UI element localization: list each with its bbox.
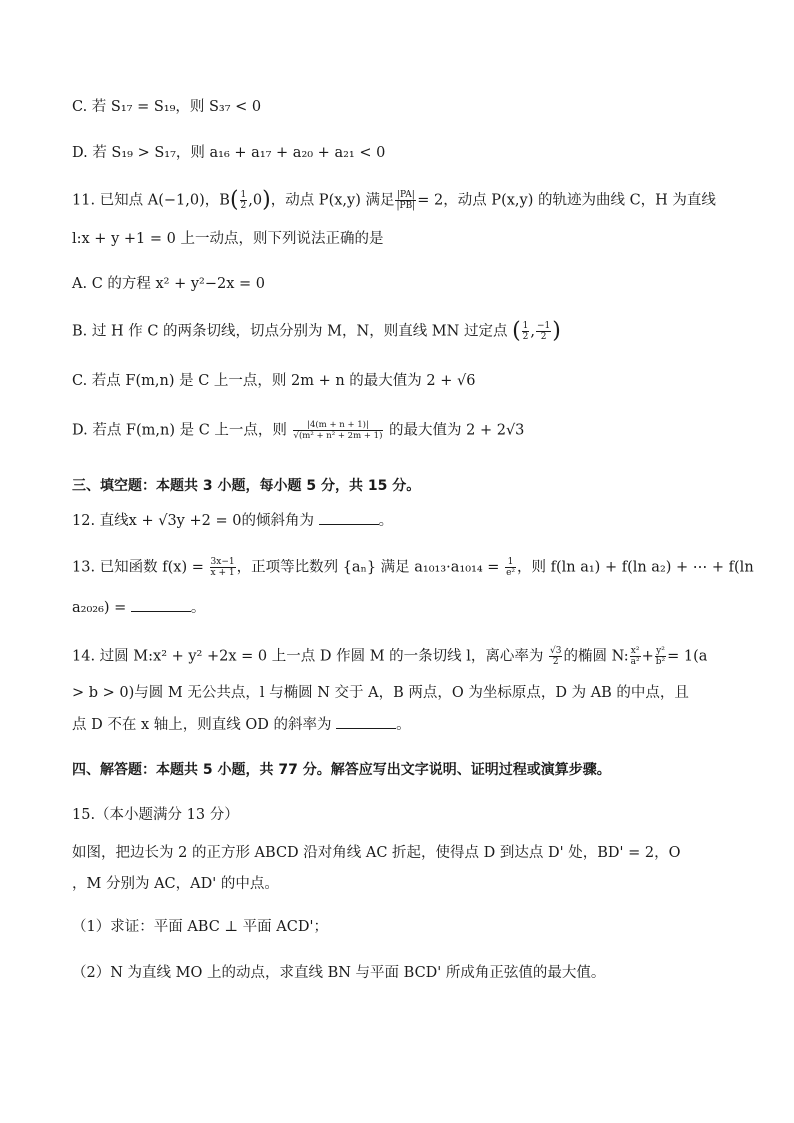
q13-post: ，则 f(ln a₁) + f(ln a₂) + ⋯ + f(ln [517,559,754,576]
q14-line2 [72,683,689,703]
q12-end: 。 [378,513,394,529]
q11-b-tail: ,0 [248,192,263,209]
q13-e-fraction [505,557,516,578]
q11-option-c-text: C. 若点 F(m,n) 是 C 上一点，则 2m + n 的最大值为 2 + √6 [72,373,476,389]
q13-line2-text: a₂₀₂₆) = [72,600,127,616]
paren-open: ( [229,187,239,213]
q11-option-d-post: 的最大值为 2 + 2√3 [389,422,525,439]
q11-option-c [72,371,475,391]
q15-part2 [72,963,605,983]
frac-num: |4(m + n + 1)| [293,420,384,431]
q13-mid: ，正项等比数列 {aₙ} 满足 a₁₀₁₃·a₁₀₁₄ = [236,559,500,576]
q11-stem-a: 11. 已知点 A(−1,0)，B [72,192,230,209]
q10-option-c [72,97,261,117]
q13-f-fraction [210,557,236,578]
section-4-heading-text: 四、解答题：本题共 5 小题，共 77 分。解答应写出文字说明、证明过程或演算步骤。 [72,762,611,778]
q15-line1 [72,843,680,863]
section-3-heading [72,476,420,496]
q14 [72,646,707,667]
q14-y-fraction [655,646,666,667]
q11-option-a-text: A. C 的方程 x² + y²−2x = 0 [72,276,266,292]
q14-mid: 的椭圆 N: [563,648,629,665]
q11-b-fraction-1 [522,321,530,342]
q11-stem [72,187,716,213]
frac-num: √3 [550,646,562,656]
q15-part1 [72,917,328,937]
frac-num: |PA| [396,190,415,200]
section-3-heading-text: 三、填空题：本题共 3 小题，每小题 5 分，共 15 分。 [72,478,421,494]
q11-option-a [72,274,265,294]
frac-num: 3x−1 [210,557,235,567]
q13-line2 [72,597,205,618]
answer-blank [131,597,191,612]
frac-num: 1 [522,321,529,331]
q15-part1-text: （1）求证：平面 ABC ⊥ 平面 ACD'； [72,919,328,935]
q11-option-d [72,420,524,441]
paren-open: ( [512,318,521,344]
q11-option-b-text: B. 过 H 作 C 的两条切线，切点分别为 M，N，则直线 MN 过定点 [72,323,508,340]
frac-num: x² [630,646,640,656]
q14-e-fraction [549,646,562,667]
frac-den: 2 [552,657,559,667]
section-4-heading [72,760,611,780]
q11-stem-c: = 2，动点 P(x,y) 的轨迹为曲线 C，H 为直线 [417,192,716,209]
q15-line2-text: ，M 分别为 AC，AD' 的中点。 [72,876,279,892]
frac-den: √(m² + n² + 2m + 1) [293,431,383,441]
frac-den: e² [506,568,515,578]
q15-line1-text: 如图，把边长为 2 的正方形 ABCD 沿对角线 AC 折起，使得点 D 到达点 D' 处，BD' = 2，O [72,845,681,861]
q10-option-d-text: D. 若 S₁₉ > S₁₇，则 a₁₆ + a₁₇ + a₂₀ + a₂₁ < 0 [72,145,386,161]
q12 [72,510,393,531]
q15-part2-text: （2）N 为直线 MO 上的动点，求直线 BN 与平面 BCD' 所成角正弦值的最大值。 [72,965,606,981]
comma: , [530,323,535,340]
q12-text: 12. 直线x + √3y +2 = 0的倾斜角为 [72,513,314,529]
q11-stem-b: ，动点 P(x,y) 满足 [270,192,395,209]
q14-line2-text: > b > 0)与圆 M 无公共点，l 与椭圆 N 交于 A，B 两点，O 为坐标原点，D 为 AB 的中点，且 [72,685,689,701]
frac-den: b² [655,657,666,667]
frac-num: 1 [240,190,247,200]
q15-title-text: 15.（本小题满分 13 分） [72,807,239,823]
q14-pre: 14. 过圆 M:x² + y² +2x = 0 上一点 D 作圆 M 的一条切线 l，离心率为 [72,648,544,665]
q11-stem-line2-text: l:x + y +1 = 0 上一动点，则下列说法正确的是 [72,231,384,247]
q11-b-fraction-2 [536,321,551,342]
q13-pre: 13. 已知函数 f(x) = [72,559,204,576]
q14-end: 。 [396,717,411,733]
answer-blank [336,714,396,729]
q14-x-fraction [630,646,641,667]
q13 [72,557,754,578]
frac-den: 2 [540,332,547,342]
q14-line3-text: 点 D 不在 x 轴上，则直线 OD 的斜率为 [72,717,332,733]
paren-close: ) [552,318,561,344]
answer-blank [319,510,379,525]
q13-end: 。 [190,600,206,616]
q15-title [72,805,239,825]
q10-option-c-text: C. 若 S₁₇ = S₁₉，则 S₃₇ < 0 [72,99,262,115]
q14-plus: + [641,648,654,665]
frac-den: a² [630,657,640,667]
q14-line3 [72,714,411,735]
q10-option-d [72,143,385,163]
q14-post: = 1(a [667,648,708,665]
q11-stem-line2 [72,229,383,249]
frac-den: |PB| [396,201,416,211]
q11-option-d-pre: D. 若点 F(m,n) 是 C 上一点，则 [72,422,287,439]
q11-b-fraction [240,190,248,211]
q11-d-fraction [293,420,384,441]
frac-num: −1 [537,321,551,331]
q11-ratio-fraction [395,190,416,211]
frac-den: 2 [522,332,529,342]
q15-line2 [72,874,279,894]
frac-den: x + 1 [210,568,235,578]
paren-close: ) [262,187,271,213]
frac-num: y² [656,646,665,656]
q11-option-b [72,318,561,344]
frac-den: 2 [240,201,247,211]
frac-num: 1 [505,557,516,568]
